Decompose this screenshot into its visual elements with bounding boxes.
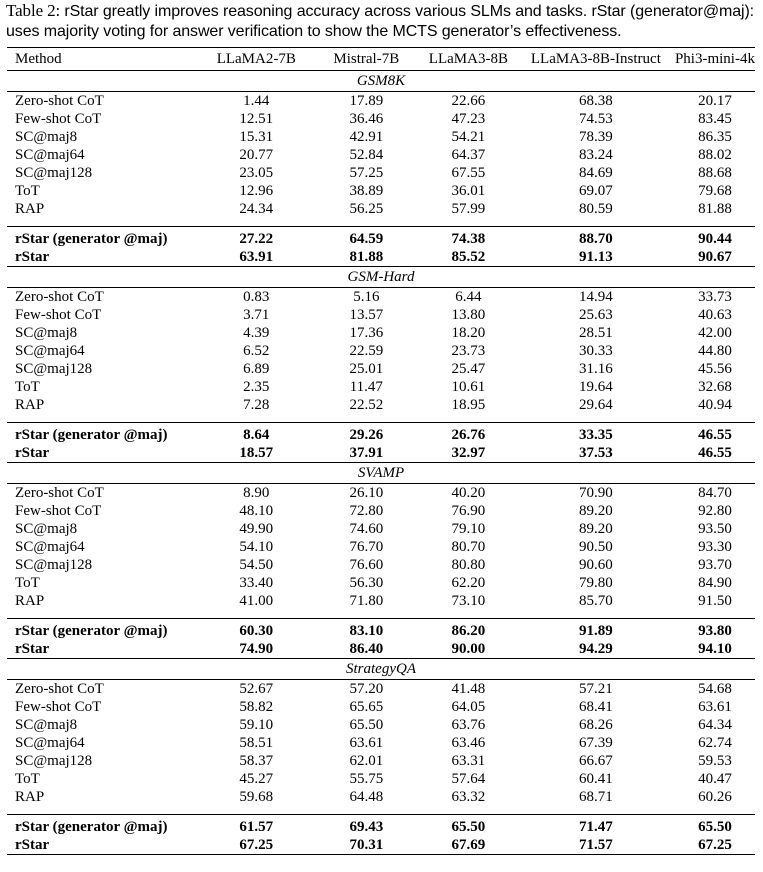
value-cell: 74.90 xyxy=(200,640,313,659)
table-row xyxy=(7,538,755,556)
table-row xyxy=(7,502,755,520)
table-row xyxy=(7,556,755,574)
value-cell: 47.23 xyxy=(451,111,486,127)
value-cell: 93.30 xyxy=(698,539,732,555)
value-cell: 88.70 xyxy=(517,227,675,249)
value-cell: 15.31 xyxy=(239,129,274,145)
value-cell: 76.60 xyxy=(349,557,384,573)
value-cell: 88.02 xyxy=(698,147,732,163)
value-cell: 13.80 xyxy=(451,307,486,323)
value-cell: 22.59 xyxy=(349,343,384,359)
caption-label: Table 2: xyxy=(6,1,61,20)
table-row xyxy=(7,288,755,307)
method-cell: rStar xyxy=(7,444,200,463)
section-header-row xyxy=(7,463,755,484)
table-header xyxy=(7,48,755,71)
value-cell: 65.50 xyxy=(420,815,517,837)
method-cell: SC@maj64 xyxy=(15,735,85,751)
value-cell: 93.50 xyxy=(698,521,732,537)
value-cell: 33.73 xyxy=(698,289,732,305)
value-cell: 64.05 xyxy=(451,699,486,715)
value-cell: 45.27 xyxy=(239,771,274,787)
rstar-row xyxy=(7,444,755,463)
value-cell: 45.56 xyxy=(698,361,732,377)
section-title: GSM8K xyxy=(7,71,755,92)
table-row xyxy=(7,752,755,770)
table-row xyxy=(7,146,755,164)
value-cell: 6.52 xyxy=(243,343,270,359)
spacer-row xyxy=(7,414,755,423)
value-cell: 90.60 xyxy=(579,557,613,573)
section-header-row xyxy=(7,267,755,288)
value-cell: 91.13 xyxy=(517,248,675,267)
value-cell: 42.91 xyxy=(349,129,384,145)
value-cell: 54.50 xyxy=(239,557,274,573)
spacer-row xyxy=(7,806,755,815)
value-cell: 76.90 xyxy=(451,503,486,519)
value-cell: 70.31 xyxy=(349,837,384,853)
method-cell: SC@maj128 xyxy=(15,165,93,181)
value-cell: 63.31 xyxy=(451,753,486,769)
value-cell: 19.64 xyxy=(579,379,613,395)
method-cell: SC@maj8 xyxy=(15,325,78,341)
method-cell: SC@maj64 xyxy=(15,539,85,555)
value-cell: 59.10 xyxy=(239,717,274,733)
value-cell: 74.38 xyxy=(420,227,517,249)
method-cell: RAP xyxy=(15,397,45,413)
value-cell: 30.33 xyxy=(579,343,613,359)
value-cell: 83.10 xyxy=(313,619,420,641)
spacer-cell xyxy=(7,806,755,815)
value-cell: 12.96 xyxy=(239,183,274,199)
value-cell: 59.53 xyxy=(698,753,732,769)
method-cell: Zero-shot CoT xyxy=(15,485,104,501)
value-cell: 79.10 xyxy=(451,521,486,537)
table-row xyxy=(7,520,755,538)
value-cell: 58.37 xyxy=(239,753,274,769)
method-cell: ToT xyxy=(15,771,40,787)
spacer-cell xyxy=(7,218,755,227)
table-row xyxy=(7,734,755,752)
value-cell: 37.91 xyxy=(313,444,420,463)
value-cell: 25.63 xyxy=(579,307,613,323)
value-cell: 48.10 xyxy=(239,503,274,519)
value-cell: 86.40 xyxy=(313,640,420,659)
value-cell: 46.55 xyxy=(675,444,755,463)
method-cell: RAP xyxy=(15,789,45,805)
method-cell: rStar (generator @maj) xyxy=(7,815,200,837)
section-title: StrategyQA xyxy=(7,659,755,680)
rstar-row xyxy=(7,227,755,249)
value-cell: 63.61 xyxy=(698,699,732,715)
value-cell: 28.51 xyxy=(579,325,613,341)
value-cell: 44.80 xyxy=(698,343,732,359)
method-cell: Few-shot CoT xyxy=(15,699,102,715)
value-cell: 6.89 xyxy=(243,361,270,377)
method-cell: rStar (generator @maj) xyxy=(7,619,200,641)
spacer-cell xyxy=(7,610,755,619)
value-cell: 12.51 xyxy=(239,111,274,127)
value-cell: 18.95 xyxy=(451,397,486,413)
value-cell: 68.71 xyxy=(579,789,613,805)
table-row xyxy=(7,592,755,610)
value-cell: 23.05 xyxy=(239,165,274,181)
value-cell: 57.64 xyxy=(451,771,486,787)
table-row xyxy=(7,360,755,378)
value-cell: 64.37 xyxy=(451,147,486,163)
value-cell: 66.67 xyxy=(579,753,613,769)
value-cell: 83.45 xyxy=(698,111,732,127)
value-cell: 91.89 xyxy=(517,619,675,641)
value-cell: 41.00 xyxy=(239,593,274,609)
table-row xyxy=(7,110,755,128)
value-cell: 40.63 xyxy=(698,307,732,323)
value-cell: 67.55 xyxy=(451,165,486,181)
value-cell: 10.61 xyxy=(451,379,486,395)
value-cell: 8.64 xyxy=(200,423,313,445)
value-cell: 4.39 xyxy=(243,325,270,341)
value-cell: 86.20 xyxy=(420,619,517,641)
value-cell: 52.84 xyxy=(349,147,384,163)
value-cell: 29.26 xyxy=(313,423,420,445)
value-cell: 17.89 xyxy=(349,93,384,109)
value-cell: 25.01 xyxy=(349,361,384,377)
method-cell: Zero-shot CoT xyxy=(15,289,104,305)
method-cell: SC@maj128 xyxy=(15,753,93,769)
value-cell: 70.90 xyxy=(579,485,613,501)
section-title: GSM-Hard xyxy=(7,267,755,288)
value-cell: 78.39 xyxy=(579,129,613,145)
value-cell: 86.35 xyxy=(698,129,732,145)
value-cell: 93.70 xyxy=(698,557,732,573)
value-cell: 33.35 xyxy=(517,423,675,445)
value-cell: 79.80 xyxy=(579,575,613,591)
method-cell: Zero-shot CoT xyxy=(15,93,104,109)
value-cell: 18.57 xyxy=(200,444,313,463)
value-cell: 57.99 xyxy=(451,201,486,217)
value-cell: 64.59 xyxy=(313,227,420,249)
value-cell: 7.28 xyxy=(243,397,270,413)
value-cell: 0.83 xyxy=(243,289,270,305)
method-cell: RAP xyxy=(15,593,45,609)
value-cell: 58.51 xyxy=(239,735,274,751)
value-cell: 71.47 xyxy=(517,815,675,837)
value-cell: 84.90 xyxy=(698,575,732,591)
table-row xyxy=(7,484,755,503)
value-cell: 25.47 xyxy=(451,361,486,377)
table-row xyxy=(7,698,755,716)
table-row xyxy=(7,92,755,111)
value-cell: 2.35 xyxy=(243,379,270,395)
value-cell: 94.29 xyxy=(517,640,675,659)
rstar-row xyxy=(7,815,755,837)
value-cell: 41.48 xyxy=(451,681,486,697)
value-cell: 36.01 xyxy=(451,183,486,199)
value-cell: 58.82 xyxy=(239,699,274,715)
method-cell: Few-shot CoT xyxy=(15,503,102,519)
value-cell: 81.88 xyxy=(313,248,420,267)
value-cell: 65.65 xyxy=(349,699,384,715)
table-row xyxy=(7,200,755,218)
value-cell: 63.32 xyxy=(451,789,486,805)
value-cell: 80.59 xyxy=(579,201,613,217)
value-cell: 73.10 xyxy=(451,593,486,609)
spacer-row xyxy=(7,218,755,227)
value-cell: 57.25 xyxy=(349,165,384,181)
value-cell: 80.80 xyxy=(451,557,486,573)
value-cell: 38.89 xyxy=(349,183,384,199)
value-cell: 54.21 xyxy=(451,129,486,145)
method-cell: SC@maj8 xyxy=(15,717,78,733)
method-cell: RAP xyxy=(15,201,45,217)
value-cell: 14.94 xyxy=(579,289,613,305)
value-cell: 29.64 xyxy=(579,397,613,413)
value-cell: 90.00 xyxy=(420,640,517,659)
value-cell: 26.76 xyxy=(420,423,517,445)
value-cell: 27.22 xyxy=(200,227,313,249)
results-table xyxy=(7,47,755,855)
value-cell: 60.26 xyxy=(698,789,732,805)
value-cell: 32.97 xyxy=(420,444,517,463)
value-cell: 61.57 xyxy=(200,815,313,837)
value-cell: 55.75 xyxy=(349,771,384,787)
method-cell: Few-shot CoT xyxy=(15,111,102,127)
value-cell: 93.80 xyxy=(675,619,755,641)
table-caption xyxy=(6,1,758,41)
section-header-row xyxy=(7,71,755,92)
header-phi3-mini-4k: Phi3-mini-4k xyxy=(674,51,755,67)
method-cell: SC@maj64 xyxy=(15,147,85,163)
method-cell: rStar xyxy=(7,640,200,659)
value-cell: 68.26 xyxy=(579,717,613,733)
value-cell: 83.24 xyxy=(579,147,613,163)
value-cell: 69.07 xyxy=(579,183,613,199)
method-cell: rStar xyxy=(7,248,200,267)
value-cell: 54.68 xyxy=(698,681,732,697)
value-cell: 57.21 xyxy=(579,681,613,697)
header-llama3-8b-instruct: LLaMA3-8B-Instruct xyxy=(530,51,661,67)
method-cell: SC@maj8 xyxy=(15,521,78,537)
value-cell: 85.52 xyxy=(420,248,517,267)
value-cell: 23.73 xyxy=(451,343,486,359)
value-cell: 84.70 xyxy=(698,485,732,501)
table-row xyxy=(7,164,755,182)
method-cell: ToT xyxy=(15,183,40,199)
method-cell: SC@maj8 xyxy=(15,129,78,145)
value-cell: 56.30 xyxy=(349,575,384,591)
value-cell: 72.80 xyxy=(349,503,384,519)
value-cell: 22.52 xyxy=(349,397,384,413)
header-llama2-7b: LLaMA2-7B xyxy=(216,51,296,67)
value-cell: 79.68 xyxy=(698,183,732,199)
value-cell: 3.71 xyxy=(243,307,270,323)
value-cell: 63.91 xyxy=(200,248,313,267)
value-cell: 81.88 xyxy=(698,201,732,217)
value-cell: 67.25 xyxy=(698,837,732,853)
value-cell: 49.90 xyxy=(239,521,274,537)
caption-text: rStar greatly improves reasoning accuracy across various SLMs and tasks. rStar (generator@maj): uses majority voting for answer verification to show the MCTS generator’s effectiveness. xyxy=(6,3,755,40)
spacer-row xyxy=(7,610,755,619)
table-row xyxy=(7,716,755,734)
value-cell: 26.10 xyxy=(349,485,384,501)
value-cell: 71.80 xyxy=(349,593,384,609)
value-cell: 71.57 xyxy=(579,837,613,853)
table-body xyxy=(7,71,755,855)
rstar-row xyxy=(7,423,755,445)
value-cell: 67.39 xyxy=(579,735,613,751)
method-cell: Few-shot CoT xyxy=(15,307,102,323)
section-header-row xyxy=(7,659,755,680)
value-cell: 65.50 xyxy=(349,717,384,733)
method-cell: SC@maj128 xyxy=(15,361,93,377)
value-cell: 91.50 xyxy=(698,593,732,609)
value-cell: 68.41 xyxy=(579,699,613,715)
value-cell: 65.50 xyxy=(675,815,755,837)
value-cell: 60.30 xyxy=(200,619,313,641)
value-cell: 18.20 xyxy=(451,325,486,341)
method-cell: SC@maj128 xyxy=(15,557,93,573)
value-cell: 69.43 xyxy=(313,815,420,837)
method-cell: Zero-shot CoT xyxy=(15,681,104,697)
header-method: Method xyxy=(15,51,62,67)
value-cell: 62.74 xyxy=(698,735,732,751)
value-cell: 88.68 xyxy=(698,165,732,181)
value-cell: 56.25 xyxy=(349,201,384,217)
method-cell: rStar xyxy=(15,837,50,853)
value-cell: 64.48 xyxy=(349,789,384,805)
value-cell: 63.46 xyxy=(451,735,486,751)
table-row xyxy=(7,788,755,806)
value-cell: 54.10 xyxy=(239,539,274,555)
header-row xyxy=(7,48,755,71)
section-title: SVAMP xyxy=(7,463,755,484)
table-row xyxy=(7,342,755,360)
table-row xyxy=(7,324,755,342)
value-cell: 63.76 xyxy=(451,717,486,733)
rstar-row xyxy=(7,836,755,855)
spacer-cell xyxy=(7,414,755,423)
table-row xyxy=(7,770,755,788)
value-cell: 20.17 xyxy=(698,93,732,109)
value-cell: 52.67 xyxy=(239,681,274,697)
method-cell: SC@maj64 xyxy=(15,343,85,359)
value-cell: 64.34 xyxy=(698,717,732,733)
rstar-row xyxy=(7,640,755,659)
rstar-row xyxy=(7,619,755,641)
method-cell: ToT xyxy=(15,575,40,591)
table-row xyxy=(7,396,755,414)
value-cell: 20.77 xyxy=(239,147,274,163)
value-cell: 22.66 xyxy=(451,93,486,109)
value-cell: 1.44 xyxy=(243,93,270,109)
value-cell: 90.67 xyxy=(675,248,755,267)
value-cell: 33.40 xyxy=(239,575,274,591)
value-cell: 80.70 xyxy=(451,539,486,555)
value-cell: 76.70 xyxy=(349,539,384,555)
value-cell: 42.00 xyxy=(698,325,732,341)
value-cell: 94.10 xyxy=(675,640,755,659)
value-cell: 57.20 xyxy=(349,681,384,697)
value-cell: 90.50 xyxy=(579,539,613,555)
value-cell: 46.55 xyxy=(675,423,755,445)
value-cell: 40.20 xyxy=(451,485,486,501)
table-row xyxy=(7,128,755,146)
value-cell: 85.70 xyxy=(579,593,613,609)
rstar-row xyxy=(7,248,755,267)
table-row xyxy=(7,680,755,699)
table-row xyxy=(7,182,755,200)
value-cell: 37.53 xyxy=(517,444,675,463)
value-cell: 60.41 xyxy=(579,771,613,787)
header-mistral-7b: Mistral-7B xyxy=(333,51,400,67)
value-cell: 32.68 xyxy=(698,379,732,395)
value-cell: 92.80 xyxy=(698,503,732,519)
value-cell: 59.68 xyxy=(239,789,274,805)
value-cell: 84.69 xyxy=(579,165,613,181)
value-cell: 24.34 xyxy=(239,201,274,217)
value-cell: 8.90 xyxy=(243,485,270,501)
value-cell: 63.61 xyxy=(349,735,384,751)
value-cell: 89.20 xyxy=(579,521,613,537)
method-cell: rStar (generator @maj) xyxy=(7,227,200,249)
value-cell: 36.46 xyxy=(349,111,384,127)
table-row xyxy=(7,378,755,396)
value-cell: 90.44 xyxy=(675,227,755,249)
method-cell: ToT xyxy=(15,379,40,395)
value-cell: 67.69 xyxy=(451,837,486,853)
value-cell: 40.47 xyxy=(698,771,732,787)
value-cell: 11.47 xyxy=(349,379,383,395)
value-cell: 74.60 xyxy=(349,521,384,537)
value-cell: 62.01 xyxy=(349,753,384,769)
table-row xyxy=(7,574,755,592)
method-cell: rStar (generator @maj) xyxy=(7,423,200,445)
value-cell: 68.38 xyxy=(579,93,613,109)
value-cell: 5.16 xyxy=(353,289,380,305)
value-cell: 62.20 xyxy=(451,575,486,591)
table-row xyxy=(7,306,755,324)
value-cell: 74.53 xyxy=(579,111,613,127)
value-cell: 6.44 xyxy=(455,289,482,305)
header-llama3-8b: LLaMA3-8B xyxy=(428,51,508,67)
value-cell: 89.20 xyxy=(579,503,613,519)
value-cell: 17.36 xyxy=(349,325,384,341)
value-cell: 31.16 xyxy=(579,361,613,377)
value-cell: 40.94 xyxy=(698,397,732,413)
value-cell: 13.57 xyxy=(349,307,384,323)
value-cell: 67.25 xyxy=(239,837,274,853)
